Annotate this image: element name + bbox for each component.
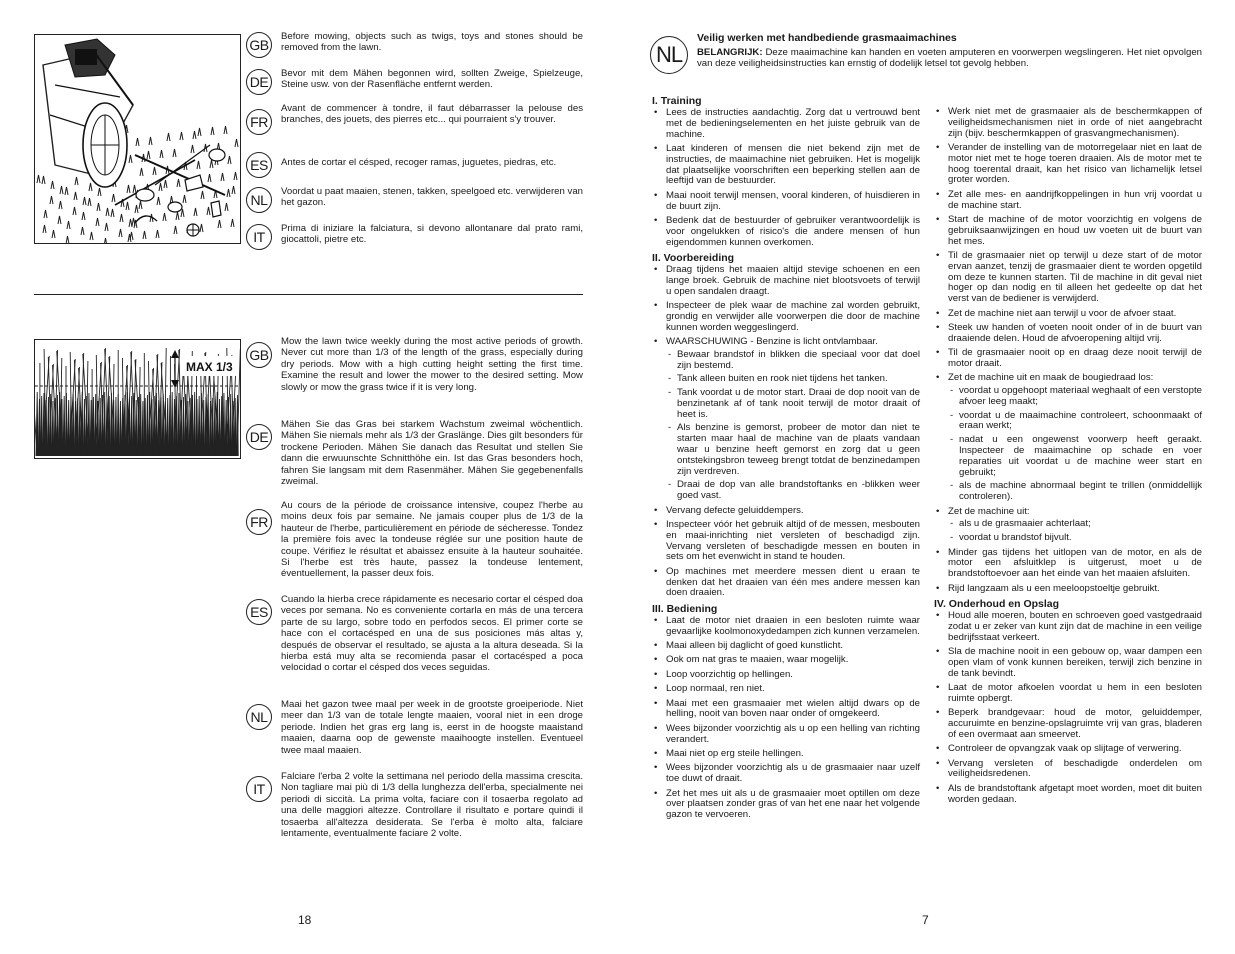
lang-text-nl: Voordat u paat maaien, stenen, takken, speelgoed etc. verwijderen van het gazon.: [281, 186, 583, 209]
lang-block-nl: [246, 186, 583, 209]
instructions-column-left: [652, 95, 920, 825]
list-item: - als de machine abnormaal begint te trillen (onmiddellijk controleren).: [948, 481, 1202, 503]
list-item: - Draai de dop van alle brandstoftanks en -blikken weer goed vast.: [666, 480, 920, 502]
lang-text-it: Prima di iniziare la falciatura, si devono allontanare dal prato rami, giocattoli, pietre etc.: [281, 223, 583, 246]
list-item: • Loop voorzichtig op hellingen.: [652, 670, 920, 681]
list-item: • Controleer de opvangzak vaak op slijtage of verwering.: [934, 744, 1202, 755]
freq-text-nl: Maai het gazon twee maal per week in de grootste groeiperiode. Niet meer dan 1/3 van de totale lengte maaien, vooral niet in een droge periode. Indien het gras erg lang is, eerst in de hoogste maaistand maaien, daarna oop de gewenste maaihoogte instellen. Eventueel twee maal maaien.: [281, 699, 583, 756]
stop-sublist: [948, 519, 1202, 544]
warning-text: Deze maaimachine kan handen en voeten amputeren en voorwerpen wegslingeren. Het niet opvolgen van deze veiligheidsinstructies kan ernstig of dodelijk letsel tot gevolg hebben.: [697, 47, 1202, 70]
warning-label: BELANGRIJK:: [697, 47, 763, 58]
right-page: [617, 0, 1235, 954]
list-item: • Sla de machine nooit in een gebouw op, waar dampen een open vlam of vonk kunnen bereiken, terwijl zich benzine in de tank bevindt.: [934, 647, 1202, 679]
freq-badge-gb: GB: [246, 342, 272, 368]
lang-text-fr: Avant de commencer à tondre, il faut débarrasser la pelouse des branches, des jouets, des pierres etc... qui pourraient s'y trouver.: [281, 103, 583, 126]
list-item: - Als benzine is gemorst, probeer de motor dan niet te starten maar haal de machine van de plaats vandaan waar u benzine heeft gemorst en zorg dat u geen ontstekingsbron teweeg brengt totdat de benzinedampen zijn verdreven.: [666, 423, 920, 477]
list-item: • Maai nooit terwijl mensen, vooral kinderen, of huisdieren in de buurt zijn.: [652, 191, 920, 213]
freq-block-gb: [246, 336, 583, 393]
lang-block-gb: [246, 31, 583, 54]
maintenance-list: [934, 611, 1202, 805]
list-item: • Als de brandstoftank afgetapt moet worden, moet dit buiten worden gedaan.: [934, 784, 1202, 806]
list-item: - voordat u opgehoopt materiaal weghaalt of een verstopte afvoer leeg maakt;: [948, 386, 1202, 408]
list-item: • Rijd langzaam als u een meeloopstoeltje gebruikt.: [934, 584, 1202, 595]
list-item: - voordat u brandstof bijvult.: [948, 533, 1202, 544]
lawn-debris-illustration: [34, 34, 241, 244]
freq-block-de: [246, 419, 583, 487]
freq-text-it: Falciare l'erba 2 volte la settimana nel periodo della massima crescita. Non tagliare mai più di 1/3 della lunghezza dell'erba, specialmente nei periodi di siccità. La prima volta, faciare con il tosaerba regolato ad una delle maggiori altezze. Controllare il risultato e portare quindi il tosaerba all'altezza desiderata. Se l'erba è molto alta, falciare lentamente, eventualmente faciare 2 volte.: [281, 771, 583, 840]
lang-badge-es: ES: [246, 152, 272, 178]
list-item: • Werk niet met de grasmaaier als de beschermkappen of veiligheidsmechanismen niet in orde of niet aangebracht zijn (bijv. beschermkappen of grasvangmechanismen).: [934, 107, 1202, 139]
freq-text-fr: Au cours de la période de croissance intensive, coupez l'herbe au moins deux fois par semaine. Ne jamais couper plus de 1/3 de la hauteur de l'herbe, particulièrement en période de sécheresse. Tondez la première fois avec la tondeuse réglée sur une position haute de coupe. Vérifiez le résultat et abaissez ensuite à la hauteur souhaitée. Si l'herbe est très haute, passez la tondeuse lentement, éventuellement, la passer deux fois.: [281, 500, 583, 580]
stop-instruction: Zet de machine uit:: [948, 505, 1030, 517]
safety-title: Veilig werken met handbediende grasmaaimachines: [697, 32, 957, 44]
max-third-label: MAX 1/3: [186, 360, 233, 374]
list-item: • Zet het mes uit als u de grasmaaier moet optillen om deze over plaatsen zonder gras of van het ene naar het volgende gazon te vervoeren.: [652, 789, 920, 821]
list-item: • Inspecteer vóór het gebruik altijd of de messen, mesbouten en maai-inrichting niet versleten of beschadigd zijn. Vervang versleten of beschadigde messen en bouten in sets om het evenwicht in stand te houden.: [652, 520, 920, 563]
fuel-warning: WAARSCHUWING - Benzine is licht ontvlambaar.: [666, 335, 878, 347]
list-item: • Vervang defecte geluiddempers.: [652, 506, 920, 517]
freq-block-nl: [246, 699, 583, 756]
lang-block-it: [246, 223, 583, 246]
list-item: • Loop normaal, ren niet.: [652, 684, 920, 695]
list-item: • Draag tijdens het maaien altijd stevige schoenen en een lange broek. Gebruik de machine niet blootsvoets of terwijl u open sandalen draagt.: [652, 265, 920, 297]
operation-list-continued: [934, 107, 1202, 594]
list-item: • Laat de motor niet draaien in een besloten ruimte waar gevaarlijke koolmonoxydedampen zich kunnen verzamelen.: [652, 616, 920, 638]
freq-block-es: [246, 594, 583, 674]
grass-height-illustration: [34, 339, 241, 459]
lang-text-de: Bevor mit dem Mähen begonnen wird, sollten Zweige, Spielzeuge, Steine usw. von der Rasenfläche entfernt werden.: [281, 68, 583, 91]
list-item: • Wees bijzonder voorzichtig als u op een helling van richting verandert.: [652, 724, 920, 746]
list-item: [934, 373, 1202, 503]
preparation-list: [652, 265, 920, 599]
list-item: • Laat kinderen of mensen die niet bekend zijn met de instructies, de maaimachine niet gebruiken. Het is mogelijk dat plaatselijke voorschriften een beperking stellen aan de leeftijd van de bestuurder.: [652, 144, 920, 187]
list-item: • Minder gas tijdens het uitlopen van de motor, en als de motor een afsluitklep is uitgerust, moet u de brandstoftoevoer aan het einde van het maaien afsluiten.: [934, 548, 1202, 580]
lang-block-es: [246, 151, 583, 173]
fuel-sublist: [666, 350, 920, 502]
preparation-heading: II. Voorbereiding: [652, 251, 735, 264]
freq-block-fr: [246, 500, 583, 580]
list-item: • Maai met een grasmaaier met wielen altijd dwars op de helling, nooit van boven naar onder of omgekeerd.: [652, 699, 920, 721]
list-item: • Vervang versleten of beschadigde onderdelen om veiligheidsredenen.: [934, 759, 1202, 781]
list-item: • Op machines met meerdere messen dient u eraan te denken dat het draaien van één mes andere messen kan doen draaien.: [652, 567, 920, 599]
list-item: • Inspecteer de plek waar de machine zal worden gebruikt, grondig en verwijder alle voorwerpen die door de machine kunnen worden weggeslingerd.: [652, 301, 920, 333]
safety-warning: [697, 47, 1202, 70]
list-item: • Steek uw handen of voeten nooit onder of in de buurt van draaiende delen. Houd de afvoeropening altijd vrij.: [934, 323, 1202, 345]
mower-icon: [35, 35, 240, 243]
training-list: [652, 108, 920, 248]
list-item: • Zet alle mes- en aandrijfkoppelingen in hun vrij voordat u de machine start.: [934, 190, 1202, 212]
spark-plug-instruction: Zet de machine uit en maak de bougiedraad los:: [948, 372, 1154, 384]
page-number: 18: [298, 913, 312, 927]
freq-text-de: Mähen Sie das Gras bei starkem Wachstum zweimal wöchentlich. Mähen Sie niemals mehr als 1/3 der Graslänge. Dies gilt besonders für trockene Perioden. Mähen Sie danach das Resultat und stellen Sie dann die erwuunschte Schnitthöhe ein. Ist das Gras besonders hoch, fahren Sie langsam mit dem Rasenmäher. Mähen Sie gegebenenfalls zweimal.: [281, 419, 583, 488]
lang-block-de: [246, 68, 583, 91]
operation-heading: III. Bediening: [652, 602, 718, 615]
lang-block-fr: [246, 103, 583, 130]
list-item: [934, 507, 1202, 544]
lang-text-es: Antes de cortar el césped, recoger ramas, juguetes, piedras, etc.: [281, 157, 557, 168]
lang-text-gb: Before mowing, objects such as twigs, toys and stones should be removed from the lawn.: [281, 31, 583, 54]
freq-text-gb: Mow the lawn twice weekly during the most active periods of growth. Never cut more than 1/3 of the length of the grass, especially during dry periods. Mow with a high cutting height setting the first time. Examine the result and lower the mower to the desired setting. Mow slowly or mow the grass twice if it is very long.: [281, 336, 583, 393]
list-item: • Maai alleen bij daglicht of goed kunstlicht.: [652, 641, 920, 652]
list-item: • Lees de instructies aandachtig. Zorg dat u vertrouwd bent met de bedieningselementen en het juiste gebruik van de machine.: [652, 108, 920, 140]
list-item: • Start de machine of de motor voorzichtig en volgens de gebruiksaanwijzingen en houd uw voeten uit de buurt van het mes.: [934, 215, 1202, 247]
list-item: - Tank alleen buiten en rook niet tijdens het tanken.: [666, 374, 920, 385]
lang-badge-de: DE: [246, 69, 272, 95]
list-item: - Tank voordat u de motor start. Draai de dop nooit van de benzinetank af of tank nooit terwijl de motor draait of heet is.: [666, 388, 920, 420]
list-item: • Maai niet op erg steile hellingen.: [652, 749, 920, 760]
list-item: • Houd alle moeren, bouten en schroeven goed vastgedraaid zodat u er zeker van kunt zijn dat de machine in een veilige bedrijfsstaat verkeert.: [934, 611, 1202, 643]
freq-block-it: [246, 771, 583, 839]
list-item: • Til de grasmaaier niet op terwijl u deze start of de motor ervan aanzet, tenzij de grasmaaier dient te worden opgetild om deze te kunnen starten. Til de machine in dit geval niet hoger op dan nodig en til alleen het gedeelte op dat het verst van de bediener is verwijderd.: [934, 251, 1202, 305]
freq-badge-fr: FR: [246, 509, 272, 535]
instructions-column-right: [934, 107, 1202, 809]
freq-badge-es: ES: [246, 599, 272, 625]
training-heading: I. Training: [652, 95, 702, 107]
page-number: 7: [922, 913, 929, 927]
list-item: • Zet de machine niet aan terwijl u voor de afvoer staat.: [934, 309, 1202, 320]
list-item: [652, 337, 920, 502]
freq-badge-nl: NL: [246, 704, 272, 730]
freq-text-es: Cuando la hierba crece rápidamente es necesario cortar el césped doa veces por semana. No es conveniente cortarla en más de una tercera parte de su largo, sobre todo en perfodos secos. El primer corte se hace con el cortacésped en una de sus posiciones más altas y, después de observar el resultado, se ajusta a la altura deseada. Si la hierba está muy alta se recomienda pasar el cortacésped a poca velocidad o cortar el césped dos veces seguidas.: [281, 594, 583, 674]
lang-badge-nl: NL: [246, 187, 272, 213]
spark-sublist: [948, 386, 1202, 503]
grass-icon: [35, 340, 240, 458]
list-item: • Verander de instelling van de motorregelaar niet en laat de motor niet met te hoge toeren draaien. Als de motor met te hoog toerental draait, kan het risico van lichamelijk letsel groter worden.: [934, 143, 1202, 186]
left-page: [0, 0, 617, 954]
list-item: - Bewaar brandstof in blikken die speciaal voor dat doel zijn bestemd.: [666, 350, 920, 372]
freq-badge-it: IT: [246, 776, 272, 802]
maintenance-heading: IV. Onderhoud en Opslag: [934, 598, 1060, 610]
section-divider: [34, 294, 583, 295]
lang-badge-it: IT: [246, 224, 272, 250]
lang-badge-fr: FR: [246, 109, 272, 135]
list-item: • Wees bijzonder voorzichtig als u de grasmaaier naar uzelf toe duwt of draait.: [652, 763, 920, 785]
list-item: • Beperk brandgevaar: houd de motor, geluiddemper, accuruimte en benzine-opslagruimte vrij van gras, bladeren of een overmaat aan smeervet.: [934, 708, 1202, 740]
freq-badge-de: DE: [246, 424, 272, 450]
lang-badge-gb: GB: [246, 32, 272, 58]
list-item: • Ook om nat gras te maaien, waar mogelijk.: [652, 655, 920, 666]
list-item: - voordat u de maaimachine controleert, schoonmaakt of eraan werkt;: [948, 411, 1202, 433]
list-item: - als u de grasmaaier achterlaat;: [948, 519, 1202, 530]
list-item: • Til de grasmaaier nooit op en draag deze nooit terwijl de motor draait.: [934, 348, 1202, 370]
list-item: • Laat de motor afkoelen voordat u hem in een besloten ruimte opbergt.: [934, 683, 1202, 705]
list-item: - nadat u een ongewenst voorwerp heeft geraakt. Inspecteer de maaimachine op schade en voer reparaties uit voordat u de machine weer start en gebruikt;: [948, 435, 1202, 478]
list-item: • Bedenk dat de bestuurder of gebruiker verantwoordelijk is voor ongelukken of risico's die andere mensen of hun eigendommen kunnen overkomen.: [652, 216, 920, 248]
lang-badge-nl-main: NL: [650, 36, 688, 74]
operation-list: [652, 616, 920, 821]
